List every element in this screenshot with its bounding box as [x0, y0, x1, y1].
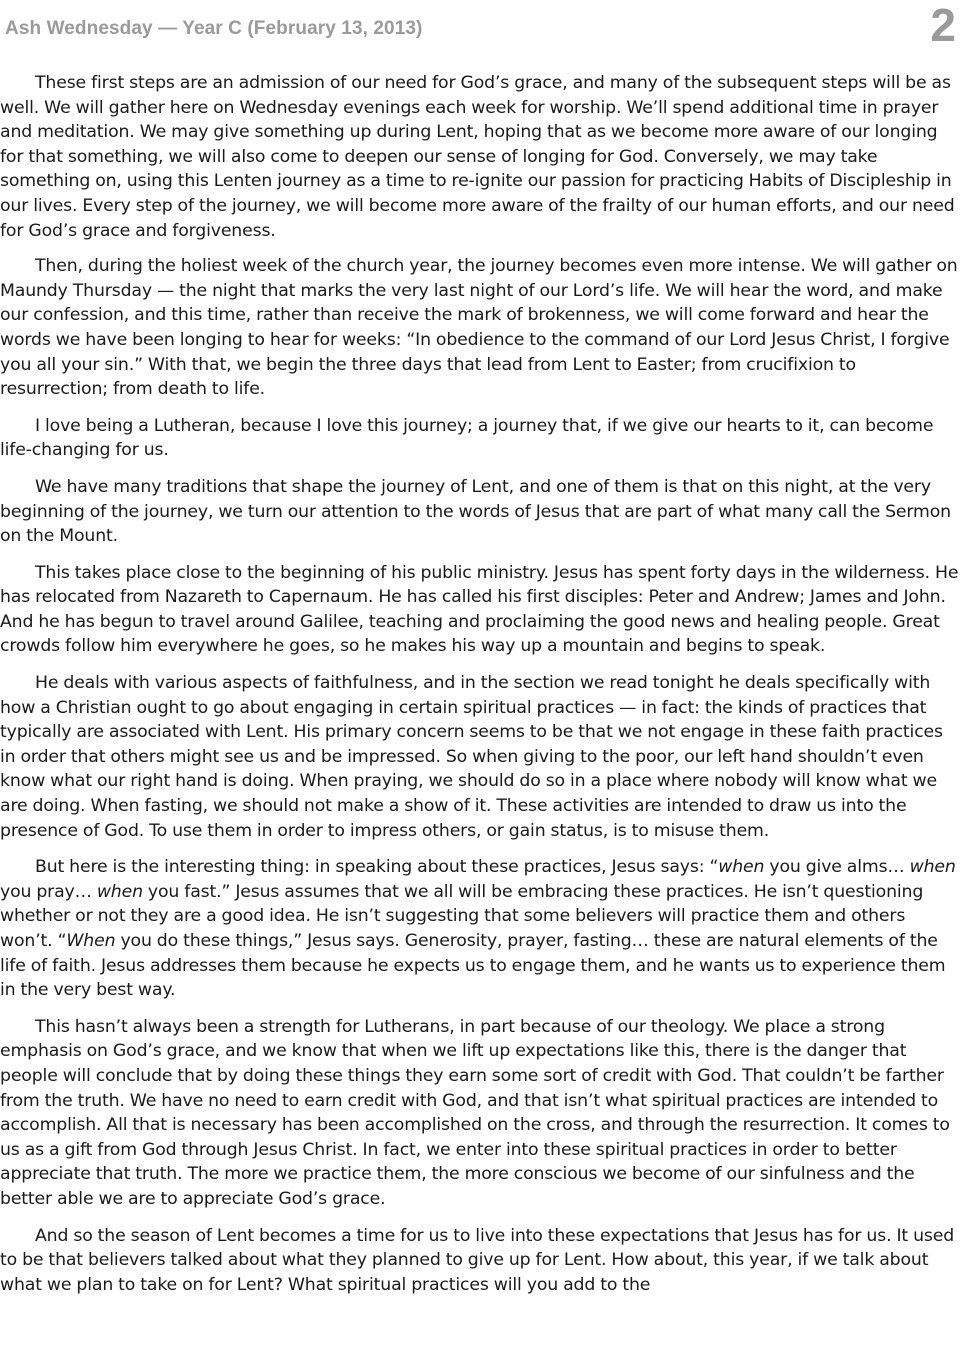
- emphasis-text: When: [66, 931, 116, 951]
- page-header: [0, 0, 960, 56]
- paragraph-text: I love being a Lutheran, because I love this journey; a journey that, if we give our hearts to it, can become life-changing for us.: [0, 415, 934, 461]
- page-number: 2: [930, 0, 956, 51]
- paragraph: [0, 561, 960, 659]
- paragraph-text: This hasn’t always been a strength for Lutherans, in part because of our theology. We place a strong emphasis on God’s grace, and we know that when we lift up expectations like this, there is the danger that people will conclude that by doing these things they earn some sort of credit with God. That couldn’t be farther from the truth. We have no need to earn credit with God, and that isn’t what spiritual practices are intended to accomplish. All that is necessary has been accomplished on the cross, and through the resurrection. It comes to us as a gift from God through Jesus Christ. In fact, we enter into these spiritual practices in order to better appreciate that truth. The more we practice them, the more conscious we become of our sinfulness and the better able we are to appreciate God’s grace.: [0, 1016, 950, 1209]
- paragraph-text: And so the season of Lent becomes a time for us to live into these expectations that Jesus has for us. It used to be that believers talked about what they planned to give up for Lent. How about, this year, if we talk about what we plan to take on for Lent? What spiritual practices will you add to the: [0, 1225, 955, 1295]
- paragraph-text: We have many traditions that shape the journey of Lent, and one of them is that on this night, at the very beginning of the journey, we turn our attention to the words of Jesus that are part of what many call the Sermon on the Mount.: [0, 476, 951, 547]
- paragraph-text: These first steps are an admission of our need for God’s grace, and many of the subsequent steps will be as well. We will gather here on Wednesday evenings each week for worship. We’ll spend additional time in prayer and meditation. We may give something up during Lent, hoping that as we become more aware of our longing for that something, we will also come to deepen our sense of longing for God. Conversely, we may take something on, using this Lenten journey as a time to re-ignite our passion for practicing Habits of Discipleship in our lives. Every step of the journey, we will become more aware of the frailty of our human efforts, and our need for God’s grace and forgiveness.: [0, 73, 955, 241]
- paragraph-text: you fast.” Jesus assumes that we all will be embracing these practices. He isn’t questioning whether or not they are a good idea. He isn’t suggesting that some believers will practice them and others won’t. “: [0, 881, 924, 951]
- paragraph: [0, 671, 960, 843]
- paragraph-text: you pray…: [0, 881, 97, 902]
- emphasis-text: when: [909, 857, 956, 878]
- paragraph-text: Then, during the holiest week of the church year, the journey becomes even more intense. We will gather on Maundy Thursday — the night that marks the very last night of our Lord’s life. We will hear the word, and make our confession, and this time, rather than receive the mark of brokenness, we will come forward and hear the words we have been longing to hear for weeks: “In obedience to the command of our Lord Jesus Christ, I forgive you all your sin.” With that, we begin the three days that lead from Lent to Easter; from crucifixion to resurrection; from death to life.: [0, 256, 958, 400]
- emphasis-text: when: [718, 857, 765, 878]
- paragraph: [0, 254, 960, 402]
- document-title: Ash Wednesday — Year C (February 13, 2013): [5, 18, 423, 39]
- paragraph: [0, 475, 960, 549]
- paragraph: [0, 414, 960, 463]
- paragraph-text: But here is the interesting thing: in speaking about these practices, Jesus says: “: [35, 857, 719, 878]
- paragraph: [0, 855, 960, 1003]
- paragraph: [0, 1015, 960, 1212]
- paragraph-text: you give alms…: [764, 857, 910, 878]
- paragraph-text: This takes place close to the beginning of his public ministry. Jesus has spent forty days in the wilderness. He has relocated from Nazareth to Capernaum. He has called his first disciples: Peter and Andrew; James and John. And he has begun to travel around Galilee, teaching and proclaiming the good news and healing people. Great crowds follow him everywhere he goes, so he makes his way up a mountain and begins to speak.: [0, 562, 959, 657]
- paragraph: [0, 1224, 960, 1298]
- paragraph-text: you do these things,” Jesus says. Generosity, prayer, fasting… these are natural elements of the life of faith. Jesus addresses them because he expects us to engage them, and he wants us to experience them in the very best way.: [0, 931, 946, 1001]
- paragraph: [0, 71, 960, 243]
- body-text: [0, 71, 960, 1309]
- emphasis-text: when: [96, 881, 143, 902]
- paragraph-text: He deals with various aspects of faithfulness, and in the section we read tonight he deals specifically with how a Christian ought to go about engaging in certain spiritual practices — in fact: the kinds of practices that typically are associated with Lent. His primary concern seems to be that we not engage in these faith practices in order that others might see us and be impressed. So when giving to the poor, our left hand shouldn’t even know what our right hand is doing. When praying, we should do so in a place where nobody will know what we are doing. When fasting, we should not make a show of it. These activities are intended to draw us into the presence of God. To use them in order to impress others, or gain status, is to misuse them.: [0, 673, 943, 841]
